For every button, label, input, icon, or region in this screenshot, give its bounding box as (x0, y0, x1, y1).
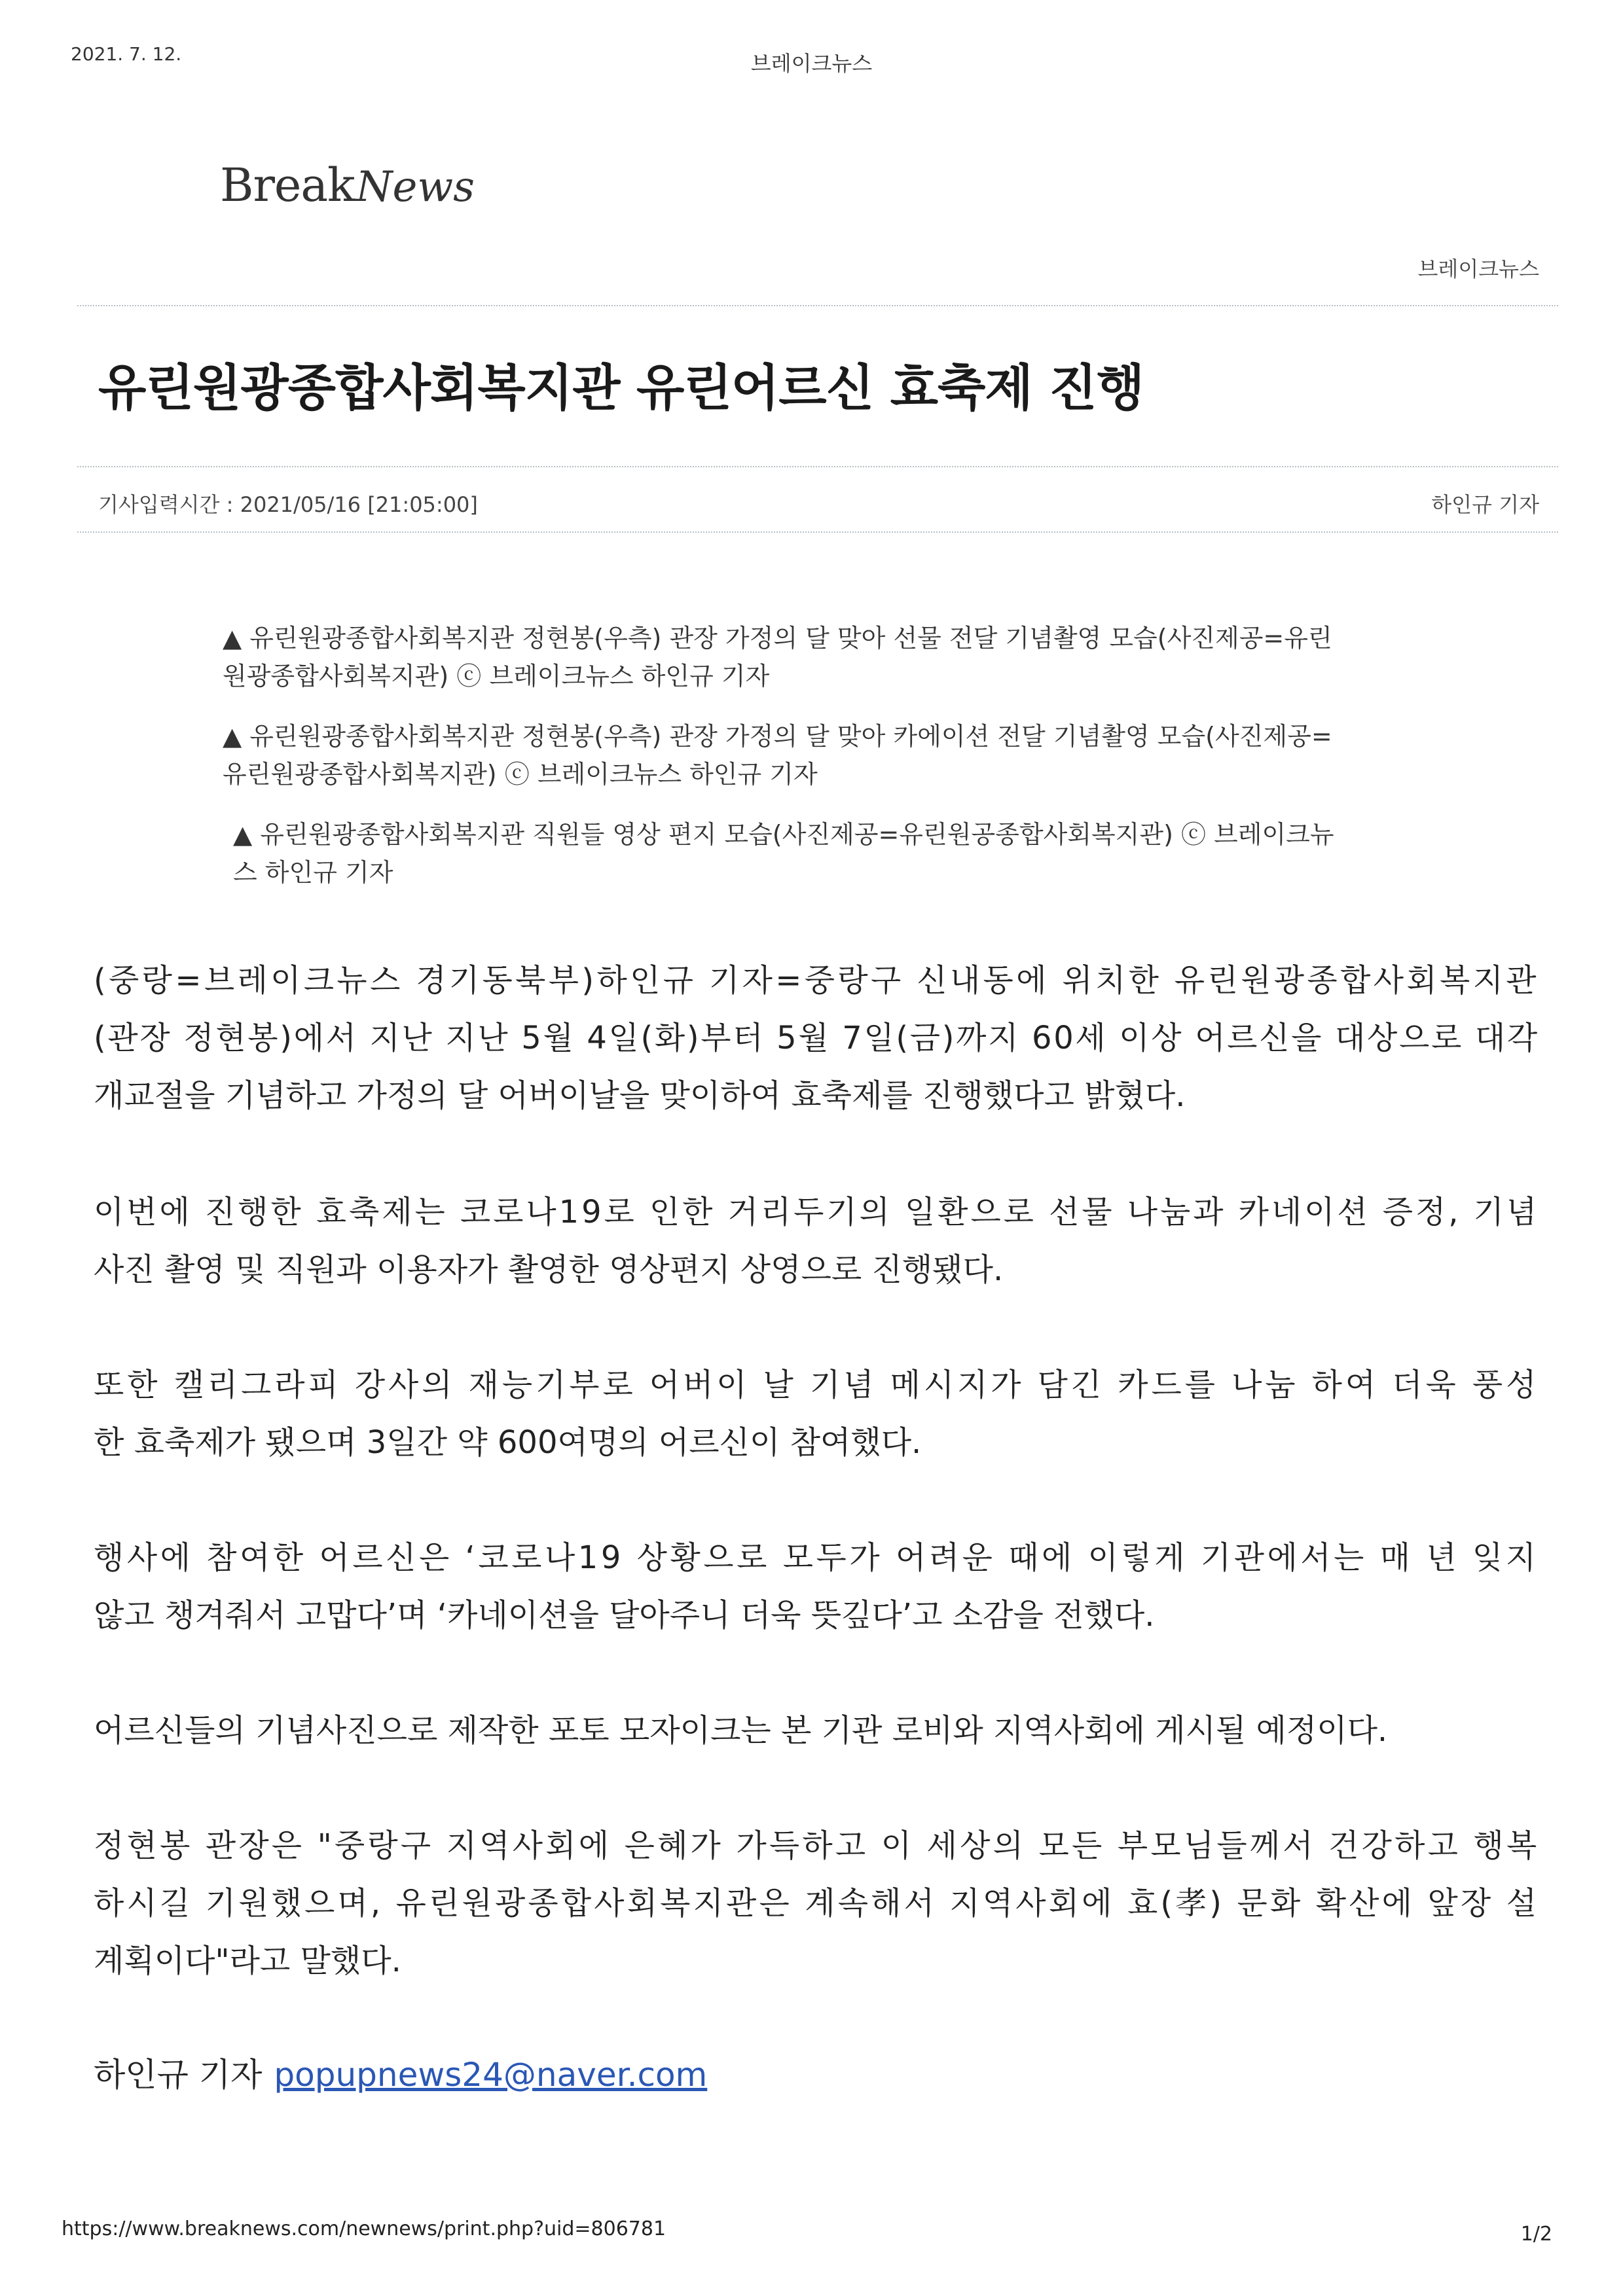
print-page-number: 1/2 (1520, 2223, 1552, 2246)
logo-text-break: Break (220, 158, 355, 212)
byline-name: 하인규 기자 (94, 2056, 263, 2094)
paragraph-line: 어르신들의 기념사진으로 제작한 포토 모자이크는 본 기관 로비와 지역사회에 게시될 예정이다. (94, 1712, 1388, 1749)
paragraph-line: (중랑=브레이크뉴스 경기동북부)하인규 기자=중랑구 신내동에 위치한 유린원광종합사회복지관 (94, 962, 1539, 999)
divider (77, 466, 1558, 467)
article-input-time: 기사입력시간 : 2021/05/16 [21:05:00] (98, 492, 478, 517)
paragraph-line: 행사에 참여한 어르신은 ‘코로나19 상황으로 모두가 어려운 때에 이렇게 기관에서는 매 년 잊지 (94, 1539, 1539, 1576)
print-footer-url: https://www.breaknews.com/newnews/print.php?uid=806781 (62, 2217, 666, 2240)
caption-line: ▲ 유린원광종합사회복지관 정현봉(우측) 관장 가정의 달 맞아 카에이션 전달 기념촬영 모습(사진제공= (223, 722, 1332, 751)
caption-line: ▲ 유린원광종합사회복지관 직원들 영상 편지 모습(사진제공=유린원공종합사회복지관) ⓒ 브레이크뉴 (233, 820, 1334, 849)
paragraph-line: 이번에 진행한 효축제는 코로나19로 인한 거리두기의 일환으로 선물 나눔과 카네이션 증정, 기념 (94, 1194, 1540, 1230)
article-paragraph (94, 952, 1539, 1124)
photo-caption (223, 717, 1421, 793)
print-date: 2021. 7. 12. (71, 43, 182, 65)
site-name: 브레이크뉴스 (1417, 257, 1539, 281)
caption-line: 유린원광종합사회복지관) ⓒ 브레이크뉴스 하인규 기자 (223, 760, 818, 789)
article-headline: 유린원광종합사회복지관 유린어르신 효축제 진행 (98, 359, 1144, 417)
caption-line: 스 하인규 기자 (233, 858, 393, 887)
paragraph-line: 정현봉 관장은 "중랑구 지역사회에 은혜가 가득하고 이 세상의 모든 부모님들께서 건강하고 행복 (94, 1827, 1540, 1864)
print-header-title: 브레이크뉴스 (750, 51, 873, 76)
article-paragraph (94, 1529, 1539, 1644)
article-paragraph (94, 1183, 1539, 1299)
byline (94, 2049, 707, 2096)
divider (77, 531, 1558, 533)
article-author: 하인규 기자 (1431, 492, 1539, 517)
breaknews-logo[interactable] (220, 158, 475, 212)
paragraph-line: 사진 촬영 및 직원과 이용자가 촬영한 영상편지 상영으로 진행됐다. (94, 1251, 1004, 1288)
caption-line: 원광종합사회복지관) ⓒ 브레이크뉴스 하인규 기자 (223, 662, 770, 691)
paragraph-line: 한 효축제가 됐으며 3일간 약 600여명의 어르신이 참여했다. (94, 1424, 922, 1461)
logo-text-news: News (356, 163, 475, 211)
author-email-link[interactable]: popupnews24@naver.com (274, 2056, 708, 2094)
divider (77, 305, 1558, 306)
paragraph-line: 계획이다"라고 말했다. (94, 1943, 401, 1979)
photo-caption (233, 816, 1431, 891)
article-paragraph (94, 1356, 1539, 1471)
caption-line: ▲ 유린원광종합사회복지관 정현봉(우측) 관장 가정의 달 맞아 선물 전달 기념촬영 모습(사진제공=유린 (223, 624, 1332, 653)
article-paragraph (94, 1702, 1539, 1759)
paragraph-line: 하시길 기원했으며, 유린원광종합사회복지관은 계속해서 지역사회에 효(孝) 문화 확산에 앞장 설 (94, 1885, 1540, 1922)
paragraph-line: 않고 챙겨줘서 고맙다’며 ‘카네이션을 달아주니 더욱 뜻깊다’고 소감을 전했다. (94, 1597, 1155, 1634)
article-paragraph (94, 1817, 1539, 1990)
paragraph-line: 개교절을 기념하고 가정의 달 어버이날을 맞이하여 효축제를 진행했다고 밝혔다. (94, 1077, 1186, 1114)
paragraph-line: (관장 정현봉)에서 지난 지난 5월 4일(화)부터 5월 7일(금)까지 60세 이상 어르신을 대상으로 대각 (94, 1020, 1539, 1056)
paragraph-line: 또한 캘리그라피 강사의 재능기부로 어버이 날 기념 메시지가 담긴 카드를 나눔 하여 더욱 풍성 (94, 1367, 1540, 1403)
photo-caption (223, 619, 1421, 695)
